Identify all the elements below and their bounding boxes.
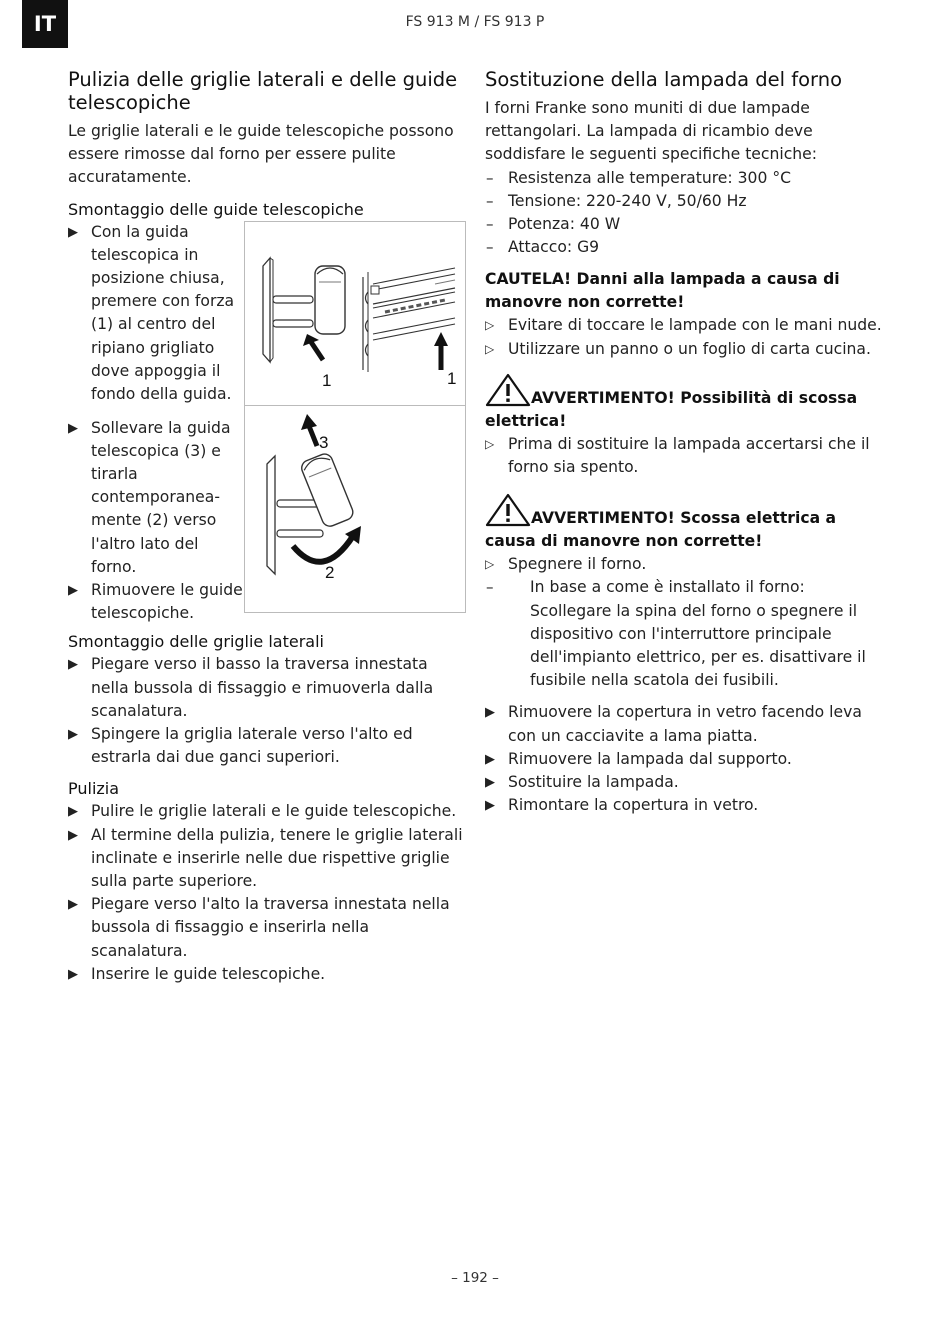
list-item: ▶ Sostituire la lampada. bbox=[485, 773, 679, 792]
right-column bbox=[485, 68, 885, 817]
left-intro: Le griglie laterali e le guide telescopiche possono essere rimosse dal forno per essere pulite accuratamente. bbox=[68, 122, 454, 187]
list-item-text: Tensione: 220-240 V, 50/60 Hz bbox=[508, 191, 747, 210]
list-item-text: Piegare verso l'alto la traversa innestata nella bussola di fissaggio e inserirla nella scanalatura. bbox=[91, 895, 450, 960]
list-item: – Potenza: 40 W bbox=[486, 215, 621, 234]
list-item-text: Rimontare la copertura in vetro. bbox=[508, 796, 759, 815]
caution-list bbox=[485, 314, 885, 360]
warning-shock-list bbox=[485, 433, 885, 479]
list-item: ▷ Spegnere il forno. bbox=[485, 555, 647, 574]
figure2-label-bottom: 2 bbox=[325, 562, 335, 582]
list-item: ▶ Inserire le guide telescopiche. bbox=[68, 964, 326, 983]
warning-shock-title: AVVERTIMENTO! Possibilità di scossa elettrica! bbox=[485, 388, 858, 430]
list-item: ▶ Spingere la griglia laterale verso l'alto ed estrarla dai due ganci superiori. bbox=[68, 725, 413, 767]
list-item: ▶ Rimuovere la copertura in vetro facendo leva con un cacciavite a lama piatta. bbox=[485, 703, 862, 745]
figure-press-rack bbox=[244, 221, 466, 409]
list-item-text: Resistenza alle temperature: 300 °C bbox=[508, 168, 792, 187]
list-item-text: Prima di sostituire la lampada accertarsi che il forno sia spento. bbox=[508, 434, 870, 477]
list-item-text: Al termine della pulizia, tenere le griglie laterali inclinate e inserirle nelle due rispettive griglie sulla parte superiore. bbox=[91, 825, 463, 891]
side-grid-removal-title: Smontaggio delle griglie laterali bbox=[68, 632, 324, 652]
cleaning-list bbox=[68, 800, 466, 986]
caution-title: CAUTELA! Danni alla lampada a causa di manovre non corrette! bbox=[485, 270, 840, 312]
list-item-text: Utilizzare un panno o un foglio di carta cucina. bbox=[508, 339, 871, 358]
page-number: – 192 – bbox=[451, 1270, 499, 1286]
list-item: ▶ Sollevare la guida telescopica (3) e tirarla contemporanea-mente (2) verso l'altro lato del forno. bbox=[68, 418, 231, 576]
warning-incorrect-title: AVVERTIMENTO! Scossa elettrica a causa di manovre non corrette! bbox=[485, 509, 837, 551]
list-item-text: Sostituire la lampada. bbox=[508, 773, 679, 792]
list-item-text: Rimuovere le guide telescopiche. bbox=[91, 581, 243, 623]
list-item-text: Con la guida telescopica in posizione chiusa, premere con forza (1) al centro del ripiano grigliato dove appoggia il fondo della guida. bbox=[91, 222, 235, 404]
figure1-label-left: 1 bbox=[322, 370, 332, 390]
list-item-text: Evitare di toccare le lampade con le mani nude. bbox=[508, 316, 882, 335]
warning-triangle-icon bbox=[485, 373, 531, 407]
list-item: ▶ Al termine della pulizia, tenere le griglie laterali inclinate e inserirle nelle due rispettive griglie sulla parte superiore. bbox=[68, 825, 463, 891]
left-section-title: Pulizia delle griglie laterali e delle guide telescopiche bbox=[68, 68, 458, 114]
side-grid-removal-list bbox=[68, 653, 466, 769]
warning-incorrect-list bbox=[485, 553, 885, 692]
list-item-text: Rimuovere la lampada dal supporto. bbox=[508, 749, 792, 768]
telescopic-step-list bbox=[68, 221, 244, 407]
list-item: – Resistenza alle temperature: 300 °C bbox=[486, 168, 792, 187]
left-column bbox=[68, 68, 466, 986]
list-item-text: Rimuovere la copertura in vetro facendo leva con un cacciavite a lama piatta. bbox=[508, 703, 862, 745]
lift-guide-illustration bbox=[245, 406, 465, 612]
press-rack-illustration bbox=[245, 222, 465, 408]
lamp-replacement-steps bbox=[485, 701, 885, 817]
list-item-text: Attacco: G9 bbox=[508, 238, 600, 257]
list-item-text: In base a come è installato il forno: Scollegare la spina del forno o spegnere il dispositivo con l'interruttore principale dell'impianto elettrico, per es. disattivare il fusibile nella scatola dei fusibili. bbox=[530, 578, 866, 690]
warning-incorrect-heading bbox=[485, 493, 885, 553]
lamp-spec-list bbox=[485, 167, 885, 260]
list-item: ▷ Prima di sostituire la lampada accertarsi che il forno sia spento. bbox=[485, 434, 870, 477]
list-item: – In base a come è installato il forno: Scollegare la spina del forno o spegnere il dispositivo con l'interruttore principale dell'impianto elettrico, per es. disattivare il fusibile nella scatola dei fusibili. bbox=[486, 578, 866, 690]
list-item-text: Pulire le griglie laterali e le guide telescopiche. bbox=[91, 802, 457, 821]
list-item: ▶ Con la guida telescopica in posizione chiusa, premere con forza (1) al centro del ripiano grigliato dove appoggia il fondo della guida. bbox=[68, 222, 235, 404]
list-item-text: Sollevare la guida telescopica (3) e tirarla contemporanea-mente (2) verso l'altro lato del forno. bbox=[91, 418, 231, 576]
figure-lift-guide bbox=[244, 405, 466, 613]
warning-shock-block bbox=[485, 373, 885, 479]
model-header: FS 913 M / FS 913 P bbox=[405, 14, 545, 30]
list-item: – Attacco: G9 bbox=[486, 238, 600, 257]
warning-incorrect-block bbox=[485, 493, 885, 692]
list-item: – Tensione: 220-240 V, 50/60 Hz bbox=[486, 191, 747, 210]
cleaning-title: Pulizia bbox=[68, 779, 120, 799]
list-item: ▶ Rimuovere le guide telescopiche. bbox=[68, 581, 243, 623]
figure1-label-right: 1 bbox=[447, 368, 457, 388]
list-item: ▶ Rimuovere la lampada dal supporto. bbox=[485, 749, 792, 768]
warning-triangle-icon bbox=[485, 493, 531, 527]
language-code: IT bbox=[33, 12, 57, 36]
warning-shock-heading bbox=[485, 373, 885, 433]
list-item-text: Potenza: 40 W bbox=[508, 215, 621, 234]
list-item: ▷ Utilizzare un panno o un foglio di carta cucina. bbox=[485, 339, 871, 358]
list-item: ▶ Piegare verso l'alto la traversa innestata nella bussola di fissaggio e inserirla nella scanalatura. bbox=[68, 895, 450, 960]
list-item-text: Spegnere il forno. bbox=[508, 555, 647, 574]
list-item: ▶ Piegare verso il basso la traversa innestata nella bussola di fissaggio e rimuoverla dalla scanalatura. bbox=[68, 655, 434, 720]
list-item-text: Spingere la griglia laterale verso l'alto ed estrarla dai due ganci superiori. bbox=[91, 725, 413, 767]
list-item-text: Inserire le guide telescopiche. bbox=[91, 964, 326, 983]
right-intro: I forni Franke sono muniti di due lampade rettangolari. La lampada di ricambio deve soddisfare le seguenti specifiche tecniche: bbox=[485, 99, 817, 164]
list-item: ▶ Pulire le griglie laterali e le guide telescopiche. bbox=[68, 802, 457, 821]
telescopic-lift-list bbox=[68, 417, 244, 626]
telescopic-removal-title: Smontaggio delle guide telescopiche bbox=[68, 199, 364, 219]
list-item: ▶ Rimontare la copertura in vetro. bbox=[485, 796, 759, 815]
right-section-title: Sostituzione della lampada del forno bbox=[485, 68, 842, 91]
list-item-text: Piegare verso il basso la traversa innestata nella bussola di fissaggio e rimuoverla dalla scanalatura. bbox=[91, 655, 434, 720]
list-item: ▷ Evitare di toccare le lampade con le mani nude. bbox=[485, 316, 882, 335]
figure2-label-top: 3 bbox=[319, 432, 329, 452]
